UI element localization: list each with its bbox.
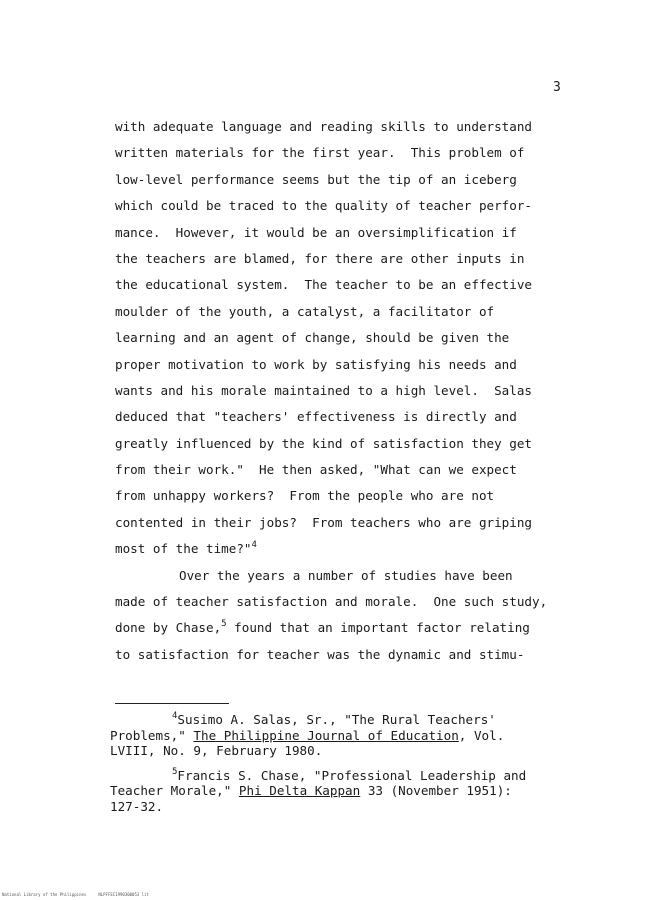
text-line-13: greatly influenced by the kind of satisfaction they get — [115, 435, 533, 451]
footnote-4-line-2 — [110, 728, 580, 744]
footnote-4-author: Susimo A. Salas, Sr., "The Rural Teachers' — [177, 712, 496, 727]
archive-stamp: National Library of the Philippines NLPFFEC1990300053 lit — [2, 892, 149, 897]
text-line-12: deduced that "teachers' effectiveness is directly and — [115, 409, 517, 425]
footnote-5-article: Teacher Morale," — [110, 783, 239, 798]
text-line-16: contented in their jobs? From teachers who are griping — [115, 514, 533, 530]
footnotes — [110, 712, 580, 814]
footnote-5-author: Francis S. Chase, "Professional Leadership and — [177, 767, 527, 783]
footnote-5-line-1 — [110, 768, 580, 784]
paragraph-2-line-3 — [115, 615, 575, 641]
text-line-17 — [115, 536, 575, 562]
chase-text-cont: found that an important factor relating — [226, 620, 530, 636]
text-line-5: mance. However, it would be an oversimplification if — [115, 224, 517, 240]
main-text — [115, 114, 575, 668]
text-line-10: proper motivation to work by satisfying his needs and — [115, 356, 517, 372]
text-line-9: learning and an agent of change, should be given the — [115, 330, 510, 346]
text-line-14: from their work." He then asked, "What can we expect — [115, 462, 517, 478]
footnote-5-line-2 — [110, 783, 580, 799]
footnote-4-marker: 4 — [172, 711, 178, 721]
footnote-5-line-3: 127-32. — [110, 798, 164, 814]
text-line-3: low-level performance seems but the tip of an iceberg — [115, 171, 517, 187]
text-line-7: the educational system. The teacher to be an effective — [115, 277, 533, 293]
paragraph-2-line-4: to satisfaction for teacher was the dynamic and stimu- — [115, 646, 525, 662]
footnote-ref-4: 4 — [251, 540, 257, 551]
footnote-4-vol: , Vol. — [458, 727, 505, 743]
footnote-4-article: Problems," — [110, 727, 194, 743]
footnote-ref-5: 5 — [221, 619, 227, 630]
text-line-11: wants and his morale maintained to a high level. Salas — [115, 382, 533, 398]
text-line-1: with adequate language and reading skills to understand — [115, 119, 533, 134]
text-line-6: the teachers are blamed, for there are other inputs in — [115, 250, 525, 266]
footnote-5-journal: Phi Delta Kappan — [238, 783, 361, 798]
chase-text: done by Chase, — [115, 620, 222, 636]
text-line-15: from unhappy workers? From the people who are not — [115, 488, 495, 504]
footnote-4-journal: The Philippine Journal of Education — [193, 727, 459, 743]
footnote-5-vol: 33 (November 1951): — [360, 783, 512, 798]
footnote-divider — [115, 703, 229, 704]
paragraph-2-line-2: made of teacher satisfaction and morale. One such study, — [115, 594, 548, 610]
footnote-gap — [110, 759, 580, 768]
text-line-8: moulder of the youth, a catalyst, a facilitator of — [115, 303, 495, 319]
paragraph-2-line-1: Over the years a number of studies have been — [179, 567, 513, 583]
text-line-4: which could be traced to the quality of teacher perfor- — [115, 198, 533, 214]
footnote-5-marker: 5 — [172, 766, 178, 777]
page-number: 3 — [553, 80, 561, 95]
quote-end-text: most of the time?" — [115, 541, 252, 557]
footnote-4-line-1 — [110, 712, 580, 728]
text-line-2: written materials for the first year. This problem of — [115, 145, 525, 161]
footnote-4-line-3: LVIII, No. 9, February 1980. — [110, 743, 323, 758]
